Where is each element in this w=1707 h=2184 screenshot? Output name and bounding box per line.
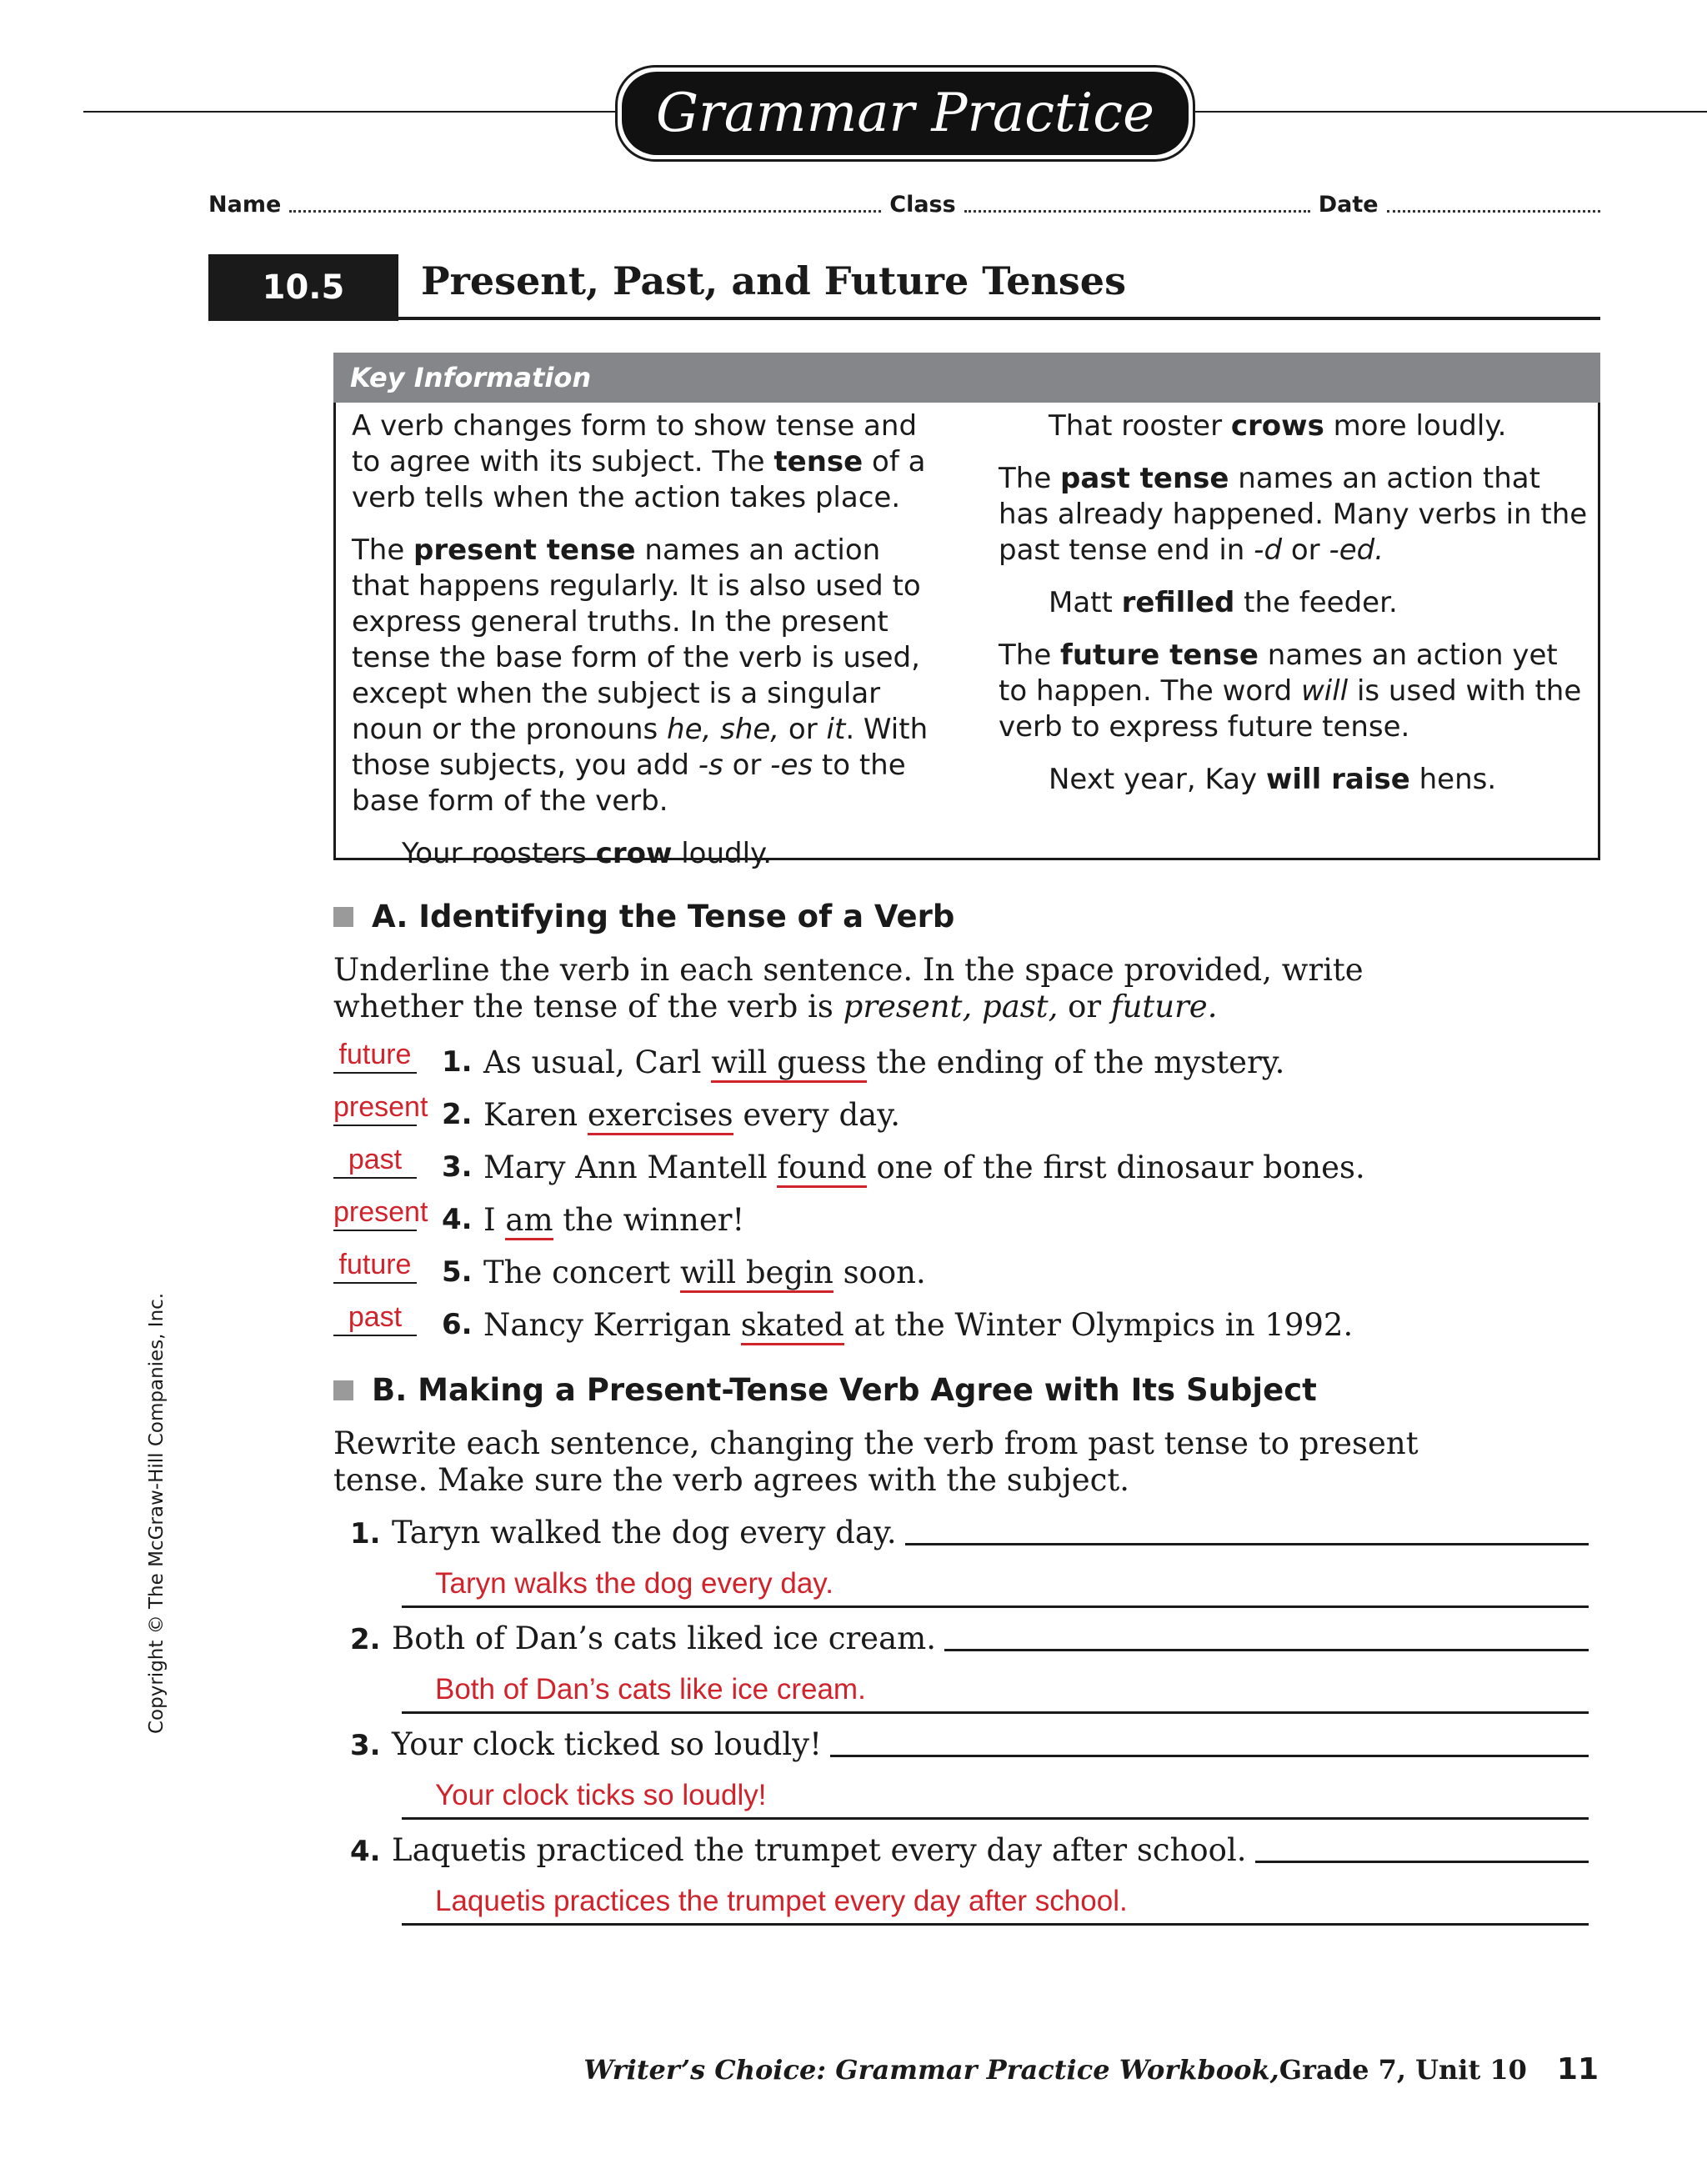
exercise-sentence: I am the winner! <box>483 1202 744 1238</box>
underlined-verb: will begin <box>680 1255 833 1293</box>
name-label: Name <box>208 192 282 218</box>
answer-line[interactable] <box>402 1550 1589 1608</box>
answer-blank[interactable]: present <box>333 1089 417 1126</box>
date-label: Date <box>1318 192 1379 218</box>
exercise-a-item-4: present 4. I am the winner! <box>333 1198 1584 1240</box>
past-tense-definition: The past tense names an action that has already happened. Many verbs in the past tense end in -d or -ed. <box>999 462 1588 567</box>
exercise-sentence: Your clock ticked so loudly! <box>392 1726 822 1762</box>
lesson-title: Present, Past, and Future Tenses <box>421 258 1126 303</box>
exercise-a-item-1: future 1. As usual, Carl will guess the ending of the mystery. <box>333 1040 1584 1082</box>
exercise-sentence: Laquetis practiced the trumpet every day after school. <box>392 1832 1247 1868</box>
handwritten-answer: Laquetis practices the trumpet every day after school. <box>435 1885 1128 1917</box>
page-banner-title: Grammar Practice <box>622 72 1189 155</box>
section-b-instructions: Rewrite each sentence, changing the verb from past tense to present tense. Make sure the verb agrees with the subject. <box>333 1425 1419 1498</box>
exercise-a-item-6: past 6. Nancy Kerrigan skated at the Winter Olympics in 1992. <box>333 1303 1584 1345</box>
key-info-left-column <box>352 408 935 889</box>
date-field[interactable] <box>1387 210 1600 213</box>
answer-line[interactable] <box>830 1755 1589 1757</box>
exercise-a-item-2: present 2. Karen exercises every day. <box>333 1093 1584 1135</box>
student-info-line <box>208 192 1600 218</box>
section-bullet-icon <box>333 907 353 927</box>
underlined-verb: exercises <box>588 1097 733 1135</box>
key-info-heading: Key Information <box>333 353 1600 403</box>
handwritten-answer: Both of Dan’s cats like ice cream. <box>435 1673 866 1706</box>
answer-blank[interactable]: future <box>333 1247 417 1284</box>
exercise-sentence: Nancy Kerrigan skated at the Winter Olympics in 1992. <box>483 1307 1353 1343</box>
class-label: Class <box>889 192 956 218</box>
answer-line[interactable] <box>905 1543 1589 1545</box>
workbook-title: Writer’s Choice: Grammar Practice Workbook, <box>583 2054 1279 2086</box>
underlined-verb: will guess <box>711 1044 866 1083</box>
answer-blank[interactable]: present <box>333 1195 417 1231</box>
exercise-b-item-2: 2. Both of Dan’s cats liked ice cream. Both of Dan’s cats like ice cream. <box>350 1615 1589 1714</box>
exercise-b-item-4: 4. Laquetis practiced the trumpet every day after school. Laquetis practices the trumpet every day after school. <box>350 1826 1589 1926</box>
answer-line[interactable] <box>402 1656 1589 1714</box>
answer-line[interactable] <box>1255 1861 1589 1863</box>
present-tense-definition: The present tense names an action that happens regularly. It is also used to express general truths. In the present tense the base form of the verb is used, except when the subject is a singular noun or the pronouns he, she, or it. With those subjects, you add -s or -es to the base form of the verb. <box>352 533 929 818</box>
lesson-number: 10.5 <box>208 254 398 321</box>
handwritten-answer: Taryn walks the dog every day. <box>435 1567 833 1600</box>
answer-blank[interactable]: future <box>333 1037 417 1074</box>
section-bullet-icon <box>333 1380 353 1400</box>
exercise-sentence: The concert will begin soon. <box>483 1255 926 1290</box>
exercise-sentence: Taryn walked the dog every day. <box>392 1515 897 1550</box>
section-b-heading: B. Making a Present-Tense Verb Agree with Its Subject <box>333 1372 1317 1408</box>
underlined-verb: skated <box>741 1307 844 1345</box>
exercise-sentence: Karen exercises every day. <box>483 1097 900 1133</box>
exercise-sentence: Mary Ann Mantell found one of the first dinosaur bones. <box>483 1150 1365 1185</box>
key-info-right-column <box>999 408 1590 814</box>
exercise-a-item-3: past 3. Mary Ann Mantell found one of the first dinosaur bones. <box>333 1145 1584 1187</box>
present-tense-example-2: That rooster crows more loudly. <box>1049 409 1507 443</box>
name-field[interactable] <box>289 210 881 213</box>
future-tense-example: Next year, Kay will raise hens. <box>1049 763 1497 796</box>
exercise-a-item-5: future 5. The concert will begin soon. <box>333 1250 1584 1292</box>
tense-definition: A verb changes form to show tense and to agree with its subject. The tense of a verb tells when the action takes place. <box>352 409 926 514</box>
present-tense-example: Your roosters crow loudly. <box>402 837 773 870</box>
exercise-sentence: As usual, Carl will guess the ending of the mystery. <box>483 1044 1284 1080</box>
lesson-rule <box>398 317 1600 320</box>
exercise-sentence: Both of Dan’s cats liked ice cream. <box>392 1620 936 1656</box>
page-number: 11 <box>1556 2052 1599 2086</box>
answer-line[interactable] <box>944 1649 1589 1651</box>
underlined-verb: found <box>777 1150 866 1188</box>
underlined-verb: am <box>505 1202 553 1240</box>
copyright-notice: Copyright © The McGraw-Hill Companies, Inc. <box>146 1292 168 1734</box>
grade-unit: Grade 7, Unit 10 <box>1279 2054 1527 2086</box>
exercise-b-item-1: 1. Taryn walked the dog every day. Taryn walks the dog every day. <box>350 1509 1589 1608</box>
answer-blank[interactable]: past <box>333 1300 417 1336</box>
answer-line[interactable] <box>402 1868 1589 1926</box>
class-field[interactable] <box>964 210 1310 213</box>
past-tense-example: Matt refilled the feeder. <box>1049 586 1398 619</box>
section-a-heading: A. Identifying the Tense of a Verb <box>333 899 954 934</box>
page-footer <box>583 2052 1599 2086</box>
answer-line[interactable] <box>402 1762 1589 1820</box>
future-tense-definition: The future tense names an action yet to happen. The word will is used with the verb to express future tense. <box>999 639 1582 744</box>
exercise-b-item-3: 3. Your clock ticked so loudly! Your clock ticks so loudly! <box>350 1721 1589 1820</box>
section-a-instructions: Underline the verb in each sentence. In the space provided, write whether the tense of the verb is present, past, or future. <box>333 952 1364 1024</box>
handwritten-answer: Your clock ticks so loudly! <box>435 1779 767 1811</box>
answer-blank[interactable]: past <box>333 1142 417 1179</box>
